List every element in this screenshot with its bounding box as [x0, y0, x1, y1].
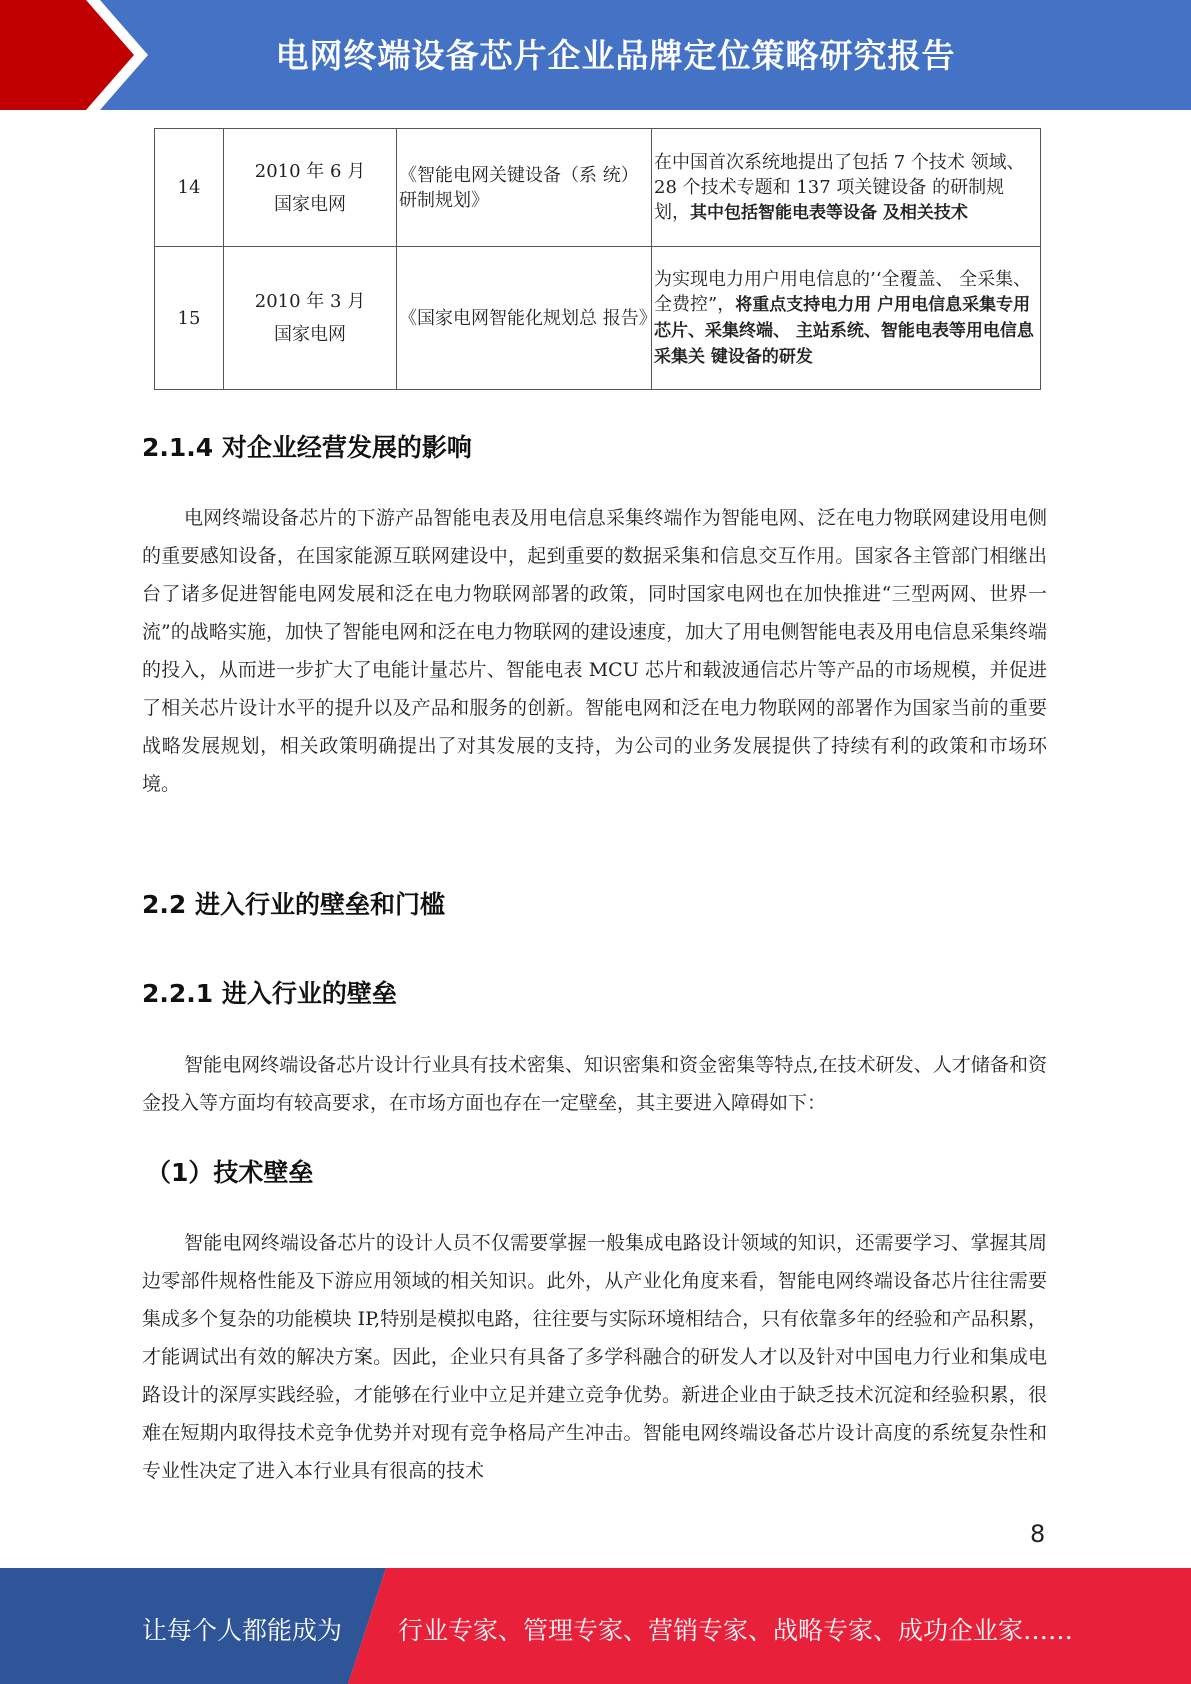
desc-plain: 为实现电力用户用电信息的’‘全覆盖、 全采集、全费控”，: [654, 268, 1032, 315]
section-2-1-4-paragraph: 电网终端设备芯片的下游产品智能电表及用电信息采集终端作为智能电网、泛在电力物联网建设用电侧的重要感知设备，在国家能源互联网建设中，起到重要的数据采集和信息交互作用。国家各主管部门相继出台了诸多促进智能电网发展和泛在电力物联网部署的政策，同时国家电网也在加快推进“三型两网、世界一流”的战略实施，加快了智能电网和泛在电力物联网的建设速度，加大了用电侧智能电表及用电信息采集终端的投入，从而进一步扩大了电能计量芯片、智能电表 MCU 芯片和载波通信芯片等产品的市场规模，并促进了相关芯片设计水平的提升以及产品和服务的创新。智能电网和泛在电力物联网的部署作为国家当前的重要战略发展规划，相关政策明确提出了对其发展的支持，为公司的业务发展提供了持续有利的政策和市场环境。: [142, 507, 1047, 795]
policy-table: [154, 128, 1041, 390]
row-org: 国家电网: [274, 193, 346, 215]
page-footer: [0, 1568, 1191, 1684]
row-org: 国家电网: [274, 324, 346, 345]
footer-slogan-left: 让每个人都能成为: [142, 1616, 343, 1645]
row-date: 2010 年 6 月: [254, 160, 366, 182]
desc-bold: 其中包括智能电表等设备 及相关技术: [690, 202, 968, 223]
table-row: [155, 129, 1041, 247]
subheading-tech-barrier: （1）技术壁垒: [146, 1158, 314, 1187]
row-description: [652, 129, 1041, 247]
page-number: 8: [1030, 1520, 1046, 1548]
desc-plain: 在中国首次系统地提出了包括 7 个技术 领域、28 个技术专题和 137 项关键设备 的研制规划，: [654, 151, 1025, 223]
row-policy-name: 《智能电网关键设备（系 统）研制规划》: [397, 129, 652, 247]
table-row: [155, 247, 1041, 390]
tech-barrier-paragraph: 智能电网终端设备芯片的设计人员不仅需要掌握一般集成电路设计领域的知识，还需要学习、掌握其周边零部件规格性能及下游应用领域的相关知识。此外，从产业化角度来看，智能电网终端设备芯片往往需要集成多个复杂的功能模块 IP,特别是模拟电路，往往要与实际环境相结合，只有依靠多年的经验和产品积累，才能调试出有效的解决方案。因此，企业只有具备了多学科融合的研发人才以及针对中国电力行业和集成电路设计的深厚实践经验，才能够在行业中立足并建立竞争优势。新进企业由于缺乏技术沉淀和经验积累，很难在短期内取得技术竞争优势并对现有竞争格局产生冲击。智能电网终端设备芯片设计高度的系统复杂性和专业性决定了进入本行业具有很高的技术: [142, 1232, 1047, 1482]
row-description: [652, 247, 1041, 390]
row-policy-name: 《国家电网智能化规划总 报告》: [397, 247, 652, 390]
footer-slogan-right: 行业专家、管理专家、营销专家、战略专家、成功企业家……: [398, 1616, 1074, 1645]
row-number: 14: [155, 129, 224, 247]
section-heading-2-1-4: 2.1.4 对企业经营发展的影响: [142, 433, 472, 462]
page-header: [0, 0, 1191, 110]
row-number: 15: [155, 247, 224, 390]
section-heading-2-2-1: 2.2.1 进入行业的壁垒: [142, 979, 397, 1008]
header-title: 电网终端设备芯片企业品牌定位策略研究报告: [275, 36, 956, 75]
row-date-org: [224, 247, 397, 390]
section-heading-2-2: 2.2 进入行业的壁垒和门槛: [142, 890, 445, 919]
row-date-org: [224, 129, 397, 247]
desc-bold: 将重点支持电力用 户用电信息采集专用芯片、采集终端、 主站系统、智能电表等用电信息采集关 键设备的研发: [654, 294, 1034, 367]
row-date: 2010 年 3 月: [254, 291, 366, 312]
section-2-2-1-paragraph: 智能电网终端设备芯片设计行业具有技术密集、知识密集和资金密集等特点,在技术研发、人才储备和资金投入等方面均有较高要求，在市场方面也存在一定壁垒，其主要进入障碍如下：: [142, 1054, 1047, 1114]
